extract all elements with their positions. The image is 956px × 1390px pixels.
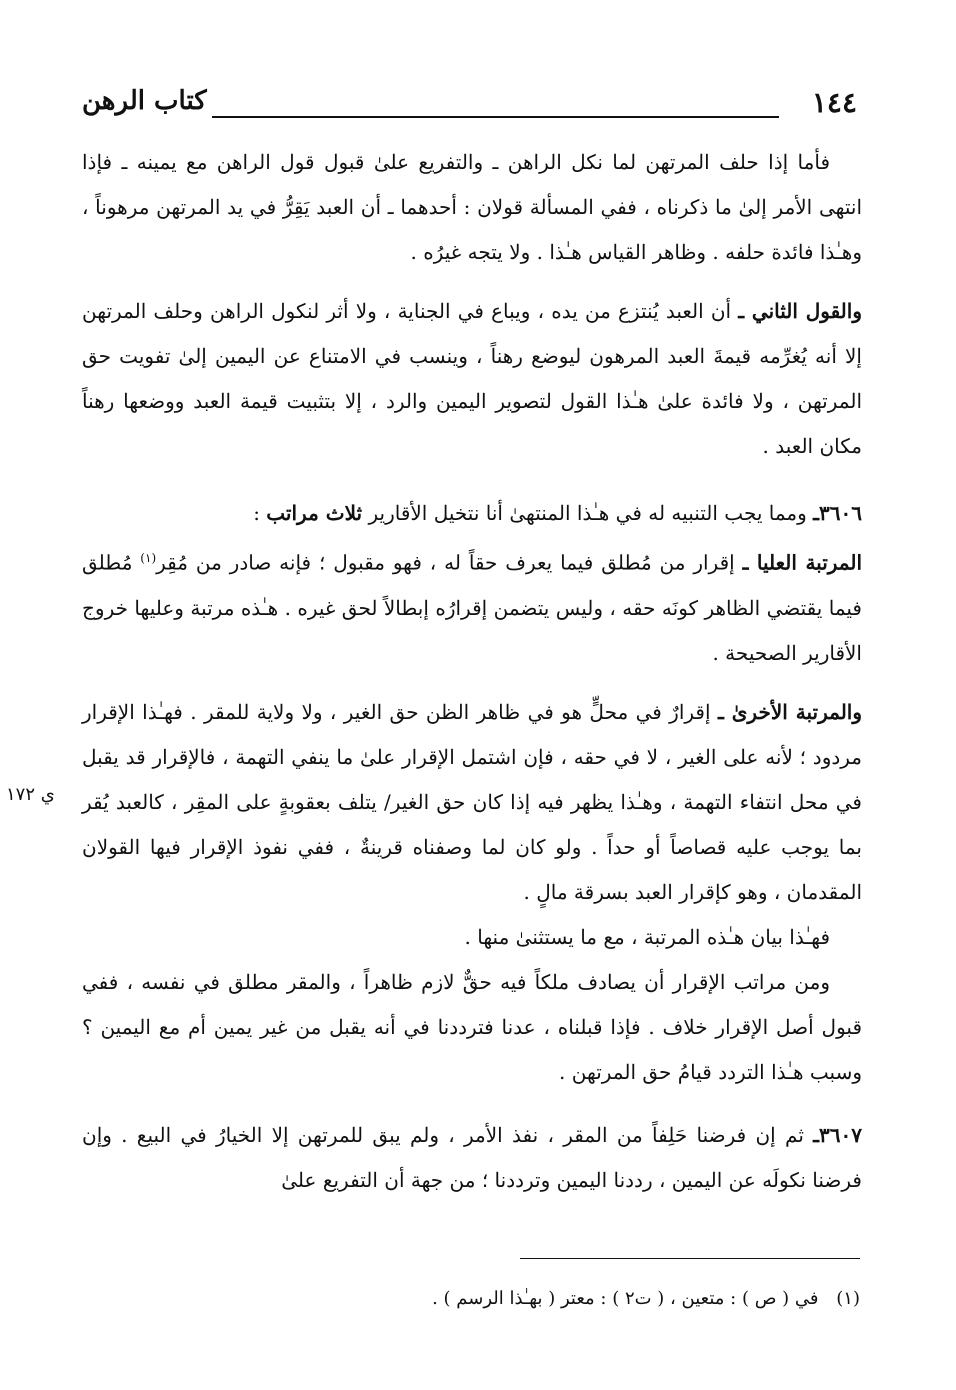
header-rule: [212, 116, 779, 118]
section-number: ٣٦٠٧ـ: [813, 1122, 862, 1147]
paragraph-lead: المرتبة العليا ـ: [742, 550, 863, 575]
paragraph: [82, 690, 862, 915]
paragraph: [82, 289, 862, 469]
paragraph: [82, 536, 862, 676]
main-text: [82, 140, 862, 1203]
page-number: ١٤٤: [811, 86, 857, 119]
footnote: [160, 1288, 860, 1309]
paragraph-lead: والمرتبة الأخرىٰ ـ: [717, 699, 863, 724]
paragraph: [82, 960, 862, 1095]
paragraph-text: ومما يجب التنبيه له في هـٰذا المنتهىٰ أنا نتخيل الأقارير: [362, 501, 814, 525]
footnote-mark: (١): [836, 1288, 860, 1309]
paragraph: [82, 1113, 862, 1203]
page-header: [82, 82, 857, 132]
paragraph-text: :: [253, 501, 267, 525]
paragraph: [82, 915, 862, 960]
paragraph-text: إقرارٌ في محلٍّ هو في ظاهر الظن حق الغير ، ولا ولاية للمقر . فهـٰذا الإقرار مردود ؛ لأنه على الغير ، لا في حقه ، فإن اشتمل الإقرار علىٰ ما ينفي التهمة ، فالإقرار قد يقبل في محل انتفاء التهمة ، وهـٰذا يظهر فيه إذا كان حق الغير/ يتلف بعقوبةٍ على المقِر ، كالعبد يُقر بما يوجب عليه قصاصاً أو حداً . ولو كان لما وصفناه قرينةٌ ، ففي نفوذ الإقرار فيها القولان المقدمان ، وهو كإقرار العبد بسرقة مالٍ .: [82, 699, 862, 904]
running-title: كتاب الرهن: [82, 86, 207, 116]
paragraph-text: أن العبد يُنتزع من يده ، ويباع في الجناية ، ولا أثر لنكول الراهن وحلف المرتهن إلا أنه يُغرِّمه قيمةَ العبد المرهون ليوضع رهناً ، وينسب في الامتناع عن اليمين إلىٰ تفويت حق المرتهن ، ولا فائدة علىٰ هـٰذا القول لتصوير اليمين والرد ، إلا بتثبيت قيمة العبد ووضعها رهناً مكان العبد .: [82, 299, 862, 458]
section-number: ٣٦٠٦ـ: [813, 501, 862, 525]
paragraph: [82, 491, 862, 536]
paragraph-text: ثم إن فرضنا حَلِفاً من المقر ، نفذ الأمر ، ولم يبق للمرتهن إلا الخيارُ في البيع . وإن فرضنا نكولَه عن اليمين ، رددنا اليمين وترددنا ؛ من جهة أن التفريع علىٰ: [82, 1122, 862, 1192]
paragraph-lead: والقول الثاني ـ: [738, 299, 862, 323]
paragraph: [82, 140, 862, 275]
footnote-separator: [520, 1258, 860, 1259]
paragraph-text: فهـٰذا بيان هـٰذه المرتبة ، مع ما يستثنىٰ منها .: [464, 924, 830, 949]
paragraph-text: فأما إذا حلف المرتهن لما نكل الراهن ـ والتفريع علىٰ قبول قول الراهن مع يمينه ـ فإذا انتهى الأمر إلىٰ ما ذكرناه ، ففي المسألة قولان : أحدهما ـ أن العبد يَقِرُّ في يد المرتهن مرهوناً ، وهـٰذا فائدة حلفه . وظاهر القياس هـٰذا . ولا يتجه غيرُه .: [82, 150, 862, 264]
paragraph-text: إقرار من مُطلق فيما يعرف حقاً له ، فهو مقبول ؛ فإنه صادر من مُقِر: [156, 550, 743, 575]
paragraph-text: ومن مراتب الإقرار أن يصادف ملكاً فيه حقٌّ لازم ظاهراً ، والمقر مطلق في نفسه ، ففي قبول أصل الإقرار خلاف . فإذا قبلناه ، عدنا فترددنا في أنه يقبل من غير يمين أم مع اليمين ؟ وسبب هـٰذا التردد قيامُ حق المرتهن .: [82, 969, 862, 1084]
paragraph-emphasis: ثلاث مراتب: [266, 501, 363, 525]
footnote-reference: (١): [140, 551, 157, 565]
footnote-text: في ( ص ) : متعين ، ( ت٢ ) : معتر ( بهـٰذا الرسم ) .: [432, 1288, 819, 1309]
margin-reference: ي ١٧٢: [6, 784, 55, 805]
paragraph-text: مُطلق فيما يقتضي الظاهر كونَه حقه ، وليس يتضمن إقرارُه إبطالاً لحق غيره . هـٰذه مرتبة وعليها خروج الأقارير الصحيحة .: [82, 550, 862, 665]
